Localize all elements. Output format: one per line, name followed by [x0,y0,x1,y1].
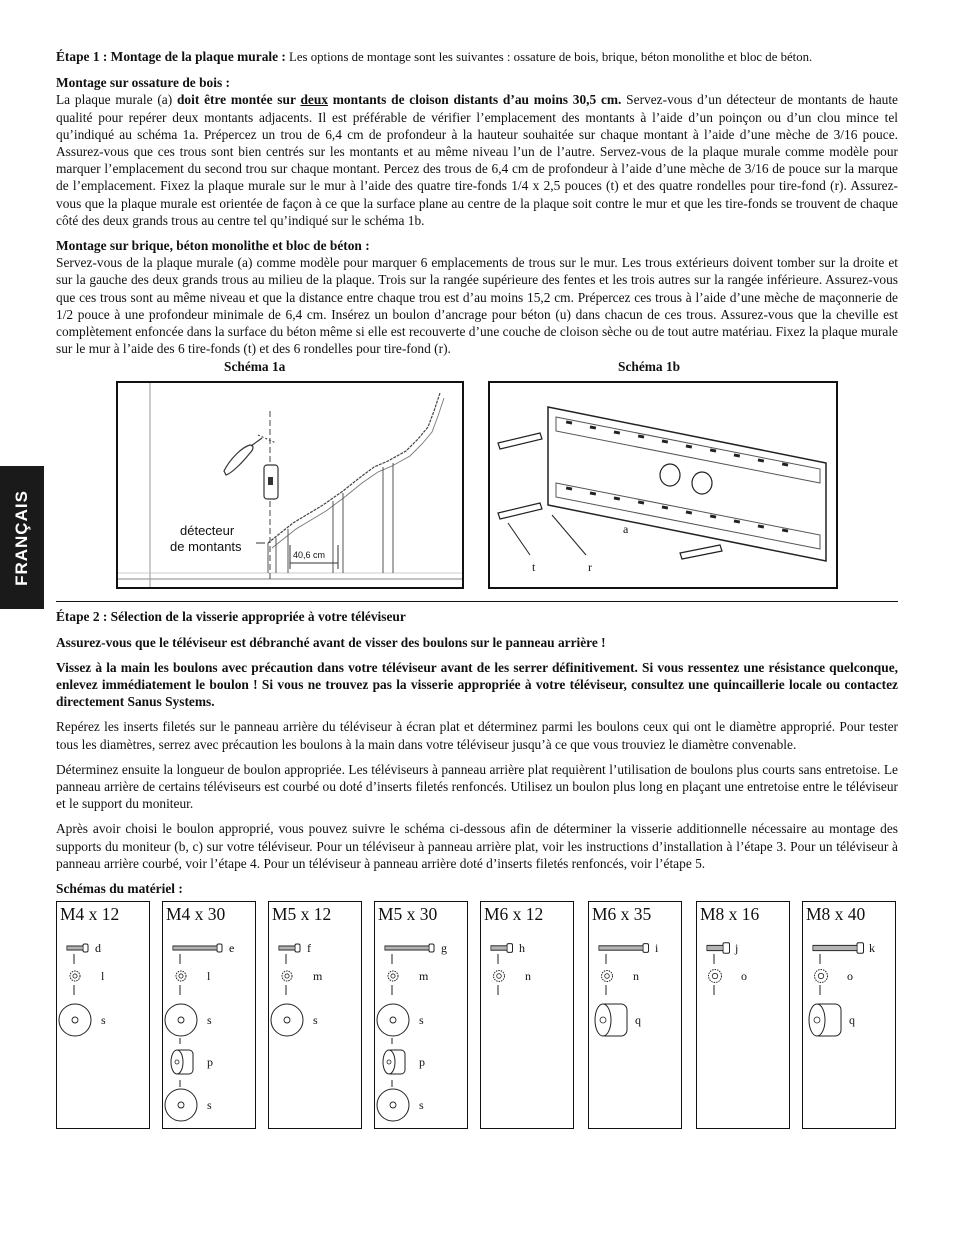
washer-letter-label: n [525,969,531,984]
washer-letter-label: n [633,969,639,984]
section-divider [56,601,898,602]
washer-letter-label: m [419,969,429,984]
bolt-letter-label: e [229,941,235,956]
hardware-heading: Schémas du matériel : [56,881,183,897]
hardware-size-title: M8 x 40 [806,904,866,925]
part-letter-label: s [207,1098,212,1113]
part-letter-label: p [419,1055,425,1070]
hardware-card [374,901,468,1129]
wood-text-start: La plaque murale (a) [56,92,177,108]
hardware-card [588,901,682,1129]
part-letter-label: q [849,1013,855,1028]
brick-paragraph: Servez-vous de la plaque murale (a) comme modèle pour marquer 6 emplacements de trous sur le mur. Les trous extérieurs doivent tomber sur la droite et sur la gauche des deux grands trous au milieu de la plaque. Trois sur la rangée supérieure des fentes et les trois autres sur la rangée inférieure. Assurez-vous que ces trous sont au même niveau et que la distance entre chaque trou est d’au moins 15,2 cm. Prépercez ces trous à l’aide d’une mèche de maçonnerie de 1/2 pouce à une profondeur minimale de 6,4 cm. Insérez un boulon d’ancrage pour béton (u) dans chacun de ces trous. Assurez-vous que la cheville est complètement enfoncée dans la surface du béton même si elle est recouverte d’une couche de cloison sèche ou de tout autre matériau. Fixez la plaque murale sur le mur à l’aide des 6 tire-fonds (t) et des 6 rondelles pour tire-fond (r). [56,255,898,357]
washer-letter-label: o [741,969,747,984]
hardware-card [268,901,362,1129]
part-letter-label: s [419,1013,424,1028]
label-plate-a: a [623,522,629,537]
hardware-parts-drawing [57,902,149,1127]
hardware-size-title: M6 x 12 [484,904,544,925]
bolt-letter-label: h [519,941,525,956]
figure-1a [116,381,464,589]
hardware-card [162,901,256,1129]
hardware-size-title: M4 x 12 [60,904,120,925]
hardware-size-title: M5 x 30 [378,904,438,925]
brick-heading: Montage sur brique, béton monolithe et bloc de béton : [56,238,370,254]
step2-paragraph-length: Déterminez ensuite la longueur de boulon appropriée. Les téléviseurs à panneau arrière plat requièrent l’utilisation de boulons plus courts sans entretoise. Le panneau arrière de certains téléviseurs est courbé ou doté d’inserts filetés renfoncés. Utilisez un boulon plus long en plaçant une entretoise entre le téléviseur et le support du moniteur. [56,761,898,812]
hardware-size-title: M6 x 35 [592,904,652,925]
bolt-head-icon [429,944,434,952]
wall-plate-illustration [490,383,836,587]
step2-warning-unplug: Assurez-vous que le téléviseur est débranché avant de visser des boulons sur le panneau arrière ! [56,634,606,650]
part-letter-label: s [101,1013,106,1028]
washer-letter-label: l [207,969,211,984]
washer-letter-label: m [313,969,323,984]
hardware-size-title: M5 x 12 [272,904,332,925]
hardware-card [480,901,574,1129]
part-letter-label: s [207,1013,212,1028]
wood-paragraph [56,91,898,229]
hardware-parts-drawing [803,902,895,1127]
bolt-letter-label: d [95,941,101,956]
wood-heading: Montage sur ossature de bois : [56,75,230,91]
language-tab [0,466,44,609]
hardware-parts-drawing [269,902,361,1127]
stud-spacing-measure: 40,6 cm [293,550,326,561]
hardware-parts-drawing [375,902,467,1127]
bolt-head-icon [723,943,730,953]
part-letter-label: s [419,1098,424,1113]
bolt-head-icon [295,944,300,952]
bolt-head-icon [83,944,88,952]
hardware-card [696,901,790,1129]
part-letter-label: p [207,1055,213,1070]
hardware-parts-drawing [163,902,255,1127]
bolt-letter-label: f [307,941,311,956]
hardware-parts-drawing [697,902,789,1127]
label-lag-bolt-t: t [532,560,536,575]
washer-letter-label: l [101,969,105,984]
label-washer-r: r [588,560,592,575]
wood-text-body: Servez-vous d’un détecteur de montants de haute qualité pour repérer deux montants adjacents. Il est préférable de vérifier l’emplacement des montants à l’aide d’un poinçon ou d’un clou mince tel qu’indiqué au schéma 1a. Prépercez un trou de 6,4 cm de profondeur à la hauteur souhaitée sur chaque montant à l’aide d’une mèche de 3/16 pouce. Assurez-vous que ces trous sont bien centrés sur les montants et au même niveau l’un de l’autre. Servez-vous de la plaque murale comme modèle pour marquer l’emplacement du second trou sur chaque montant. Percez des trous de 6,4 cm de profondeur à l’aide d’une mèche de 3/16 de pouce sur la marque de l’emplacement. Fixez la plaque murale sur le mur à l’aide des quatre tire-fonds 1/4 x 2,5 pouces (t) et des quatre rondelles pour tire-fond (r). Assurez-vous que la plaque murale est orientée de façon à ce que la surface plane au centre de la plaque soit contre le mur et que les tire-fonds se trouvent de chaque côté des deux grands trous au centre tel qu’indiqué sur le schéma 1b. [56,92,899,228]
step1-intro: Les options de montage sont les suivantes : ossature de bois, brique, béton monolithe et bloc de béton. [285,50,813,64]
part-letter-label: s [313,1013,318,1028]
caption-schema-1b: Schéma 1b [618,359,681,375]
washer-letter-label: o [847,969,853,984]
bolt-head-icon [857,943,864,953]
bolt-head-icon [643,944,649,953]
bolt-letter-label: j [735,941,739,956]
step1-heading: Étape 1 : Montage de la plaque murale : [56,49,286,64]
bolt-letter-label: k [869,941,875,956]
stud-finder-label-2: de montants [170,539,242,555]
hardware-diagrams [56,901,898,1131]
bolt-head-icon [507,944,513,953]
wood-underlined-text: deux [300,92,328,108]
stud-finder-illustration [118,383,462,587]
caption-schema-1a: Schéma 1a [224,359,286,375]
step2-warning-hand-tighten: Vissez à la main les boulons avec précaution dans votre téléviseur avant de les serrer définitivement. Si vous ressentez une résistance quelconque, enlevez immédiatement le boulon ! Si vous ne trouvez pas la visserie appropriée à votre téléviseur, consultez une quincaillerie locale ou contactez directement Sanus Systems. [56,659,898,710]
stud-finder-label-1: détecteur [180,523,235,539]
language-tab-label: FRANÇAIS [12,489,31,586]
figure-1b [488,381,838,589]
wood-bold-text: doit être montée sur [176,92,301,108]
hardware-card [56,901,150,1129]
bolt-letter-label: i [655,941,659,956]
part-letter-label: q [635,1013,641,1028]
hardware-size-title: M8 x 16 [700,904,760,925]
hardware-parts-drawing [589,902,681,1127]
bolt-letter-label: g [441,941,447,956]
figures-row [56,359,898,593]
step2-paragraph-diameter: Repérez les inserts filetés sur le panneau arrière du téléviseur à écran plat et déterminez parmi les boulons ceux qui ont le diamètre approprié. Pour tester tous les diamètres, serrez avec précaution les boulons à la main dans votre téléviseur jusqu’à ce que vous trouviez le diamètre convenable. [56,719,898,752]
bolt-head-icon [217,944,222,952]
wood-bold-text-end: montants de cloison distants d’au moins 30,5 cm. [328,92,622,108]
hardware-parts-drawing [481,902,573,1127]
step2-heading: Étape 2 : Sélection de la visserie appropriée à votre téléviseur [56,609,406,625]
step1-paragraph [56,48,898,66]
hardware-card [802,901,896,1129]
page-content [56,48,898,1131]
hardware-size-title: M4 x 30 [166,904,226,925]
step2-paragraph-next-steps: Après avoir choisi le boulon approprié, vous pouvez suivre le schéma ci-dessous afin de déterminer la visserie additionnelle nécessaire au montage des supports du moniteur (b, c) sur votre téléviseur. Pour un téléviseur à panneau arrière plat, voir les instructions d’installation à l’étape 3. Pour un téléviseur à panneau arrière courbé, voir l’étape 4. Pour un téléviseur à panneau arrière doté d’inserts filetés renfoncés, voir l’étape 5. [56,821,898,871]
